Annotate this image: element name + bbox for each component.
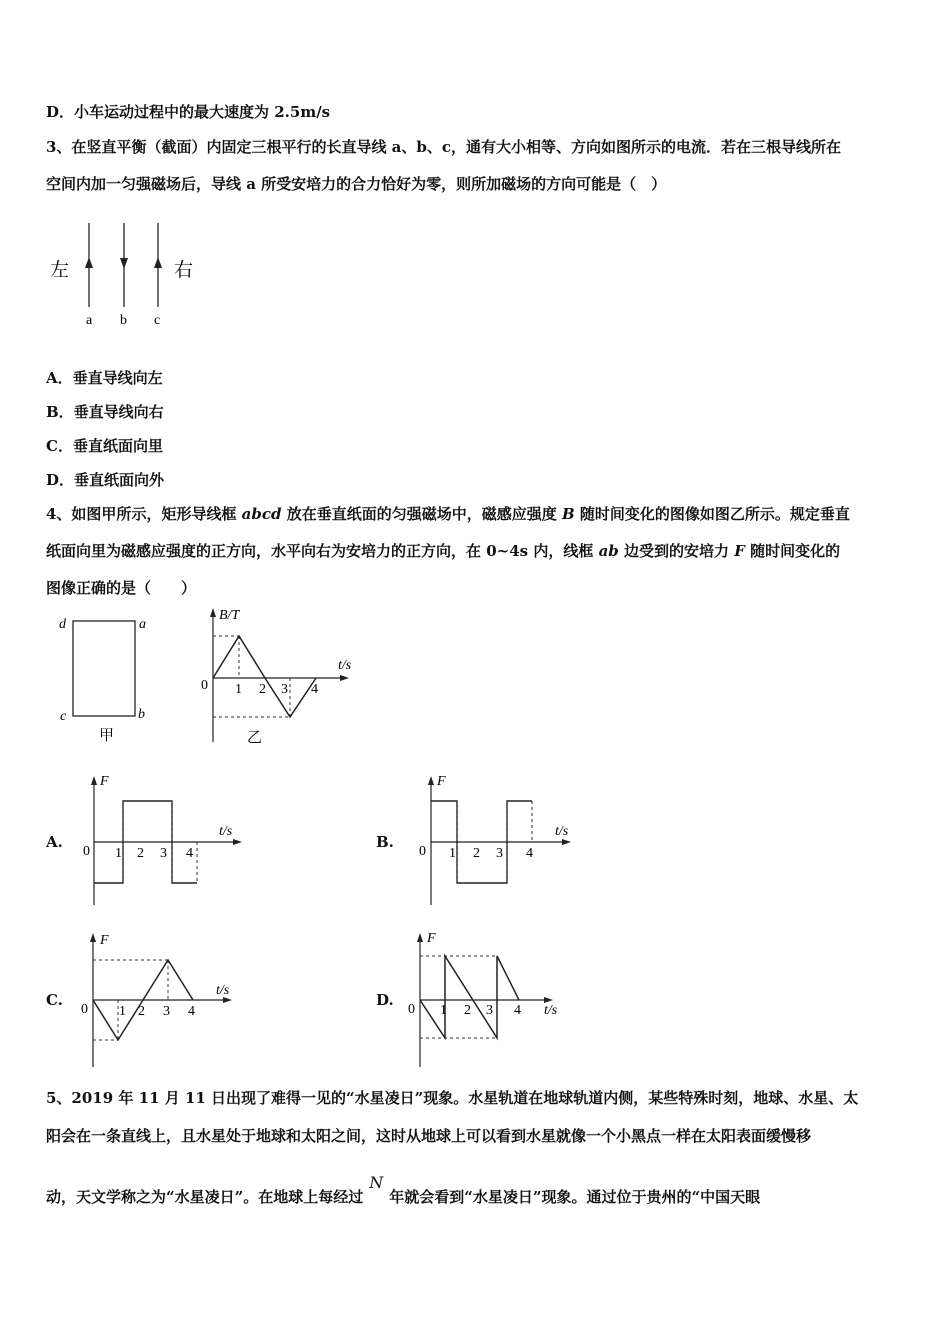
svg-text:2: 2 (473, 846, 480, 861)
q5-line3: 动，天文学称之为“水星凌日”。在地球上每经过N年就会看到“水星凌日”现象。通过位于贵州的“中国天眼 (46, 1173, 761, 1206)
q4-option-c-label: C. (46, 991, 63, 1009)
svg-text:F: F (437, 774, 446, 789)
yi-y-label: B/T (219, 608, 240, 623)
svg-text:0: 0 (81, 1002, 88, 1017)
q3-option-c: C．垂直纸面向里 (46, 437, 163, 455)
yi-tick-4: 4 (311, 682, 318, 697)
corner-d: d (59, 617, 66, 632)
svg-text:0: 0 (408, 1002, 415, 1017)
svg-text:F: F (100, 774, 109, 789)
svg-text:F: F (427, 931, 436, 946)
wire-label-c: c (154, 313, 161, 328)
yi-tick-3: 3 (281, 682, 288, 697)
svg-text:3: 3 (496, 846, 503, 861)
yi-tick-2: 2 (259, 682, 266, 697)
q4-stem-line3: 图像正确的是（ ） (46, 579, 197, 597)
q4-stem-line2: 纸面向里为磁感应强度的正方向，水平向右为安培力的正方向，在 0~4s 内，线框 ab 边受到的安培力 F 随时间变化的 (46, 542, 841, 560)
svg-text:2: 2 (464, 1003, 471, 1018)
svg-text:4: 4 (526, 846, 533, 861)
q4-figure-yi (195, 605, 365, 747)
svg-text:4: 4 (188, 1004, 195, 1019)
q2-option-d: D．小车运动过程中的最大速度为 2.5m/s (46, 103, 331, 121)
q4-stem-line1: 4、如图甲所示，矩形导线框 abcd 放在垂直纸面的匀强磁场中，磁感应强度 B 随时间变化的图像如图乙所示。规定垂直 (46, 505, 850, 523)
q4-option-d-graph (405, 930, 575, 1070)
f-curve-d (420, 956, 519, 1038)
q4-option-c-graph (78, 930, 248, 1070)
q3-option-b: B．垂直导线向右 (46, 403, 164, 421)
q3-option-d: D．垂直纸面向外 (46, 471, 165, 489)
svg-text:t/s: t/s (555, 824, 569, 839)
svg-text:t/s: t/s (219, 824, 233, 839)
q4-option-a-label: A. (46, 833, 63, 851)
svg-text:1: 1 (440, 1003, 447, 1018)
svg-text:0: 0 (419, 844, 426, 859)
q5-line2: 阳会在一条直线上，且水星处于地球和太阳之间，这时从地球上可以看到水星就像一个小黑点一样在太阳表面缓慢移 (46, 1127, 812, 1145)
caption-jia: 甲 (99, 728, 115, 744)
q3-stem-line2: 空间内加一匀强磁场后，导线 a 所受安培力的合力恰好为零，则所加磁场的方向可能是（ ） (46, 175, 667, 193)
q4-option-d-label: D. (376, 991, 394, 1009)
q3-left-label: 左 (50, 260, 70, 281)
q3-right-label: 右 (174, 260, 194, 281)
svg-text:3: 3 (160, 846, 167, 861)
svg-text:2: 2 (137, 846, 144, 861)
q4-option-b-graph (415, 773, 585, 908)
svg-text:t/s: t/s (216, 983, 230, 998)
corner-a: a (139, 617, 146, 632)
corner-c: c (60, 709, 67, 724)
wire-label-a: a (86, 313, 93, 328)
svg-text:2: 2 (138, 1004, 145, 1019)
svg-text:1: 1 (449, 846, 456, 861)
svg-text:1: 1 (119, 1004, 126, 1019)
q4-option-b-label: B. (376, 833, 394, 851)
q5-line1: 5、2019 年 11 月 11 日出现了难得一见的“水星凌日”现象。水星轨道在地球轨道内侧，某些特殊时刻，地球、水星、太 (46, 1089, 859, 1107)
yi-x-label: t/s (338, 658, 352, 673)
yi-tick-1: 1 (235, 682, 242, 697)
svg-text:0: 0 (83, 844, 90, 859)
q3-stem-line1: 3、在竖直平衡（截面）内固定三根平行的长直导线 a、b、c，通有大小相等、方向如图所示的电流．若在三根导线所在 (46, 138, 842, 156)
q3-option-a: A．垂直导线向左 (46, 369, 163, 387)
svg-text:4: 4 (514, 1003, 521, 1018)
wire-label-b: b (120, 313, 127, 328)
svg-text:3: 3 (163, 1004, 170, 1019)
wire-c-arrow-up (154, 257, 162, 268)
q3-wires-figure (40, 215, 210, 330)
svg-text:3: 3 (486, 1003, 493, 1018)
svg-text:4: 4 (186, 846, 193, 861)
corner-b: b (138, 707, 145, 722)
symbol-n: N (369, 1173, 384, 1192)
b-t-curve (213, 636, 316, 717)
rect-frame (73, 621, 135, 716)
wire-a-arrow-up (85, 257, 93, 268)
yi-origin: 0 (201, 678, 208, 693)
q4-option-a-graph (78, 773, 248, 908)
svg-text:t/s: t/s (544, 1003, 558, 1018)
caption-yi: 乙 (247, 730, 263, 746)
svg-text:1: 1 (115, 846, 122, 861)
wire-b-arrow-down (120, 258, 128, 269)
q4-figure-jia (55, 612, 165, 747)
svg-text:F: F (100, 933, 109, 948)
